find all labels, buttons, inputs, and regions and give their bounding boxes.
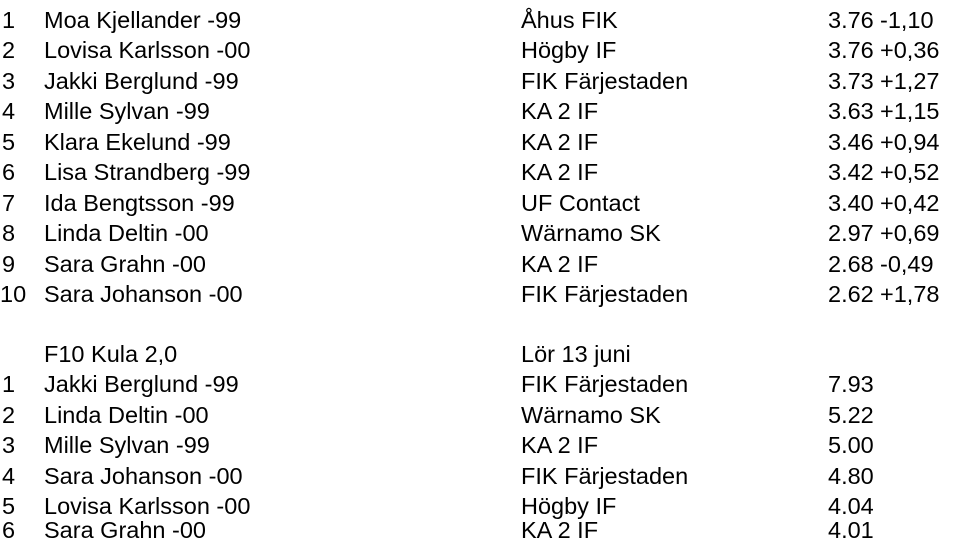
wind: +0,42 (880, 190, 940, 216)
club: FIK Färjestaden (521, 281, 689, 307)
club: FIK Färjestaden (521, 371, 689, 397)
mark: 3.63 (828, 98, 874, 124)
result-row (0, 35, 960, 65)
mark: 5.22 (828, 402, 874, 428)
athlete-name: Jakki Berglund -99 (44, 68, 239, 94)
place: 2 (2, 37, 16, 63)
result-row (0, 66, 960, 96)
athlete-name: Mille Sylvan -99 (44, 432, 210, 458)
athlete-name: Linda Deltin -00 (44, 402, 209, 428)
club: UF Contact (521, 190, 640, 216)
club: Wärnamo SK (521, 220, 661, 246)
athlete-name: Jakki Berglund -99 (44, 371, 239, 397)
place: 8 (2, 220, 16, 246)
athlete-name: Linda Deltin -00 (44, 220, 209, 246)
club: Högby IF (521, 493, 617, 519)
athlete-name: Sara Grahn -00 (44, 517, 206, 543)
result-row (0, 279, 960, 309)
mark: 2.68 (828, 251, 874, 277)
club: Åhus FIK (521, 7, 618, 33)
club: KA 2 IF (521, 517, 599, 543)
result-row (0, 461, 960, 491)
club: KA 2 IF (521, 159, 599, 185)
result-row (0, 249, 960, 279)
place: 3 (2, 432, 16, 458)
wind: +0,52 (880, 159, 940, 185)
club: Wärnamo SK (521, 402, 661, 428)
mark: 4.80 (828, 463, 874, 489)
athlete-name: Moa Kjellander -99 (44, 7, 242, 33)
athlete-name: Sara Johanson -00 (44, 281, 243, 307)
club: KA 2 IF (521, 98, 599, 124)
wind: +0,94 (880, 129, 940, 155)
mark: 3.76 (828, 7, 874, 33)
mark: 2.97 (828, 220, 874, 246)
result-row (0, 430, 960, 460)
athlete-name: Lisa Strandberg -99 (44, 159, 251, 185)
result-row (0, 188, 960, 218)
place: 5 (2, 129, 16, 155)
place: 2 (2, 402, 16, 428)
place: 4 (2, 98, 16, 124)
athlete-name: Ida Bengtsson -99 (44, 190, 235, 216)
event-header (0, 339, 960, 369)
wind: -1,10 (880, 7, 934, 33)
place: 6 (2, 159, 16, 185)
club: KA 2 IF (521, 129, 599, 155)
place: 6 (2, 517, 16, 543)
mark: 3.40 (828, 190, 874, 216)
place: 1 (2, 371, 16, 397)
club: FIK Färjestaden (521, 463, 689, 489)
result-row (0, 157, 960, 187)
wind: +0,36 (880, 37, 940, 63)
wind: -0,49 (880, 251, 934, 277)
result-row (0, 369, 960, 399)
athlete-name: Lovisa Karlsson -00 (44, 37, 251, 63)
place: 9 (2, 251, 16, 277)
place: 5 (2, 493, 16, 519)
wind: +0,69 (880, 220, 940, 246)
wind: +1,27 (880, 68, 940, 94)
athlete-name: Sara Johanson -00 (44, 463, 243, 489)
mark: 3.76 (828, 37, 874, 63)
mark: 7.93 (828, 371, 874, 397)
club: Högby IF (521, 37, 617, 63)
mark: 3.42 (828, 159, 874, 185)
club: FIK Färjestaden (521, 68, 689, 94)
result-row (0, 400, 960, 430)
result-row (0, 127, 960, 157)
result-row (0, 96, 960, 126)
event-title: F10 Kula 2,0 (44, 341, 178, 367)
event-date: Lör 13 juni (521, 341, 631, 367)
athlete-name: Mille Sylvan -99 (44, 98, 210, 124)
place: 1 (2, 7, 16, 33)
place: 3 (2, 68, 16, 94)
place: 4 (2, 463, 16, 489)
mark: 4.01 (828, 517, 874, 543)
mark: 2.62 (828, 281, 874, 307)
result-row (0, 515, 960, 545)
place: 10 (0, 281, 27, 307)
club: KA 2 IF (521, 432, 599, 458)
result-row (0, 5, 960, 35)
result-row (0, 218, 960, 248)
athlete-name: Sara Grahn -00 (44, 251, 206, 277)
athlete-name: Klara Ekelund -99 (44, 129, 231, 155)
athlete-name: Lovisa Karlsson -00 (44, 493, 251, 519)
mark: 3.73 (828, 68, 874, 94)
mark: 4.04 (828, 493, 874, 519)
wind: +1,78 (880, 281, 940, 307)
mark: 5.00 (828, 432, 874, 458)
mark: 3.46 (828, 129, 874, 155)
wind: +1,15 (880, 98, 940, 124)
club: KA 2 IF (521, 251, 599, 277)
place: 7 (2, 190, 16, 216)
